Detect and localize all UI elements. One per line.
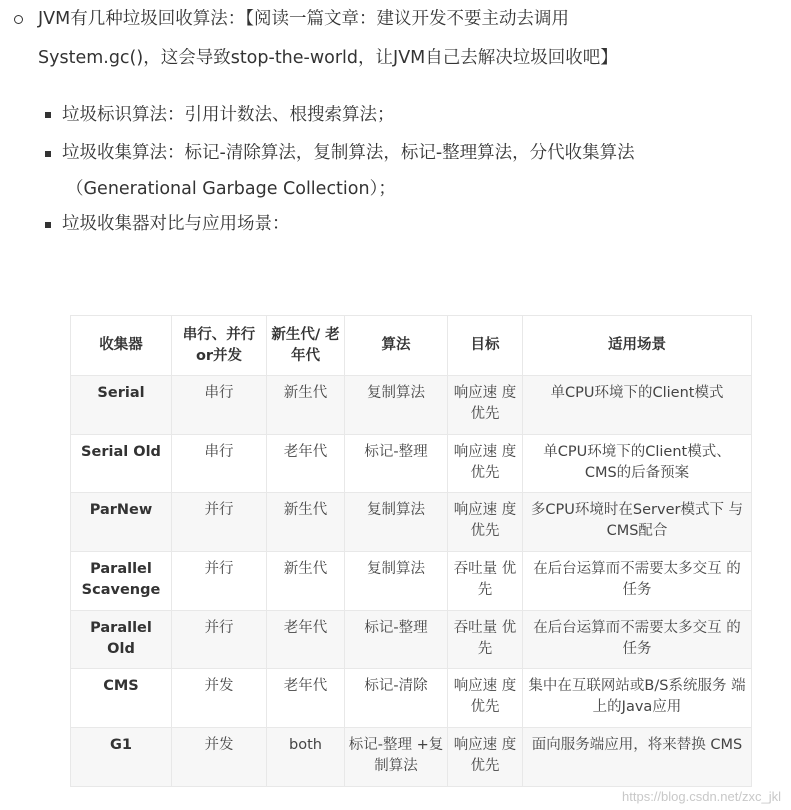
- cell-algorithm: 复制算法: [345, 493, 448, 552]
- cell-scenario: 多CPU环境时在Server模式下 与CMS配合: [523, 493, 752, 552]
- cell-collector: G1: [71, 728, 172, 787]
- watermark-url: https://blog.csdn.net/zxc_jkl: [622, 789, 781, 804]
- header-generation: 新生代/ 老年代: [267, 316, 345, 376]
- cell-goal: 吞吐量 优先: [448, 552, 523, 611]
- list-bullet-circle: [14, 15, 23, 24]
- table-row: [71, 493, 752, 552]
- cell-goal: 响应速 度优先: [448, 376, 523, 435]
- cell-scenario: 集中在互联网站或B/S系统服务 端上的Java应用: [523, 669, 752, 728]
- cell-generation: 老年代: [267, 434, 345, 493]
- table-row: [71, 610, 752, 669]
- cell-algorithm: 复制算法: [345, 552, 448, 611]
- text-line-1: JVM有几种垃圾回收算法：【阅读一篇文章：建议开发不要主动去调用: [38, 9, 569, 29]
- cell-generation: 老年代: [267, 669, 345, 728]
- header-goal: 目标: [448, 316, 523, 376]
- cell-algorithm: 标记-整理 +复制算法: [345, 728, 448, 787]
- cell-mode: 并发: [172, 728, 267, 787]
- sub-item-2: 垃圾收集算法：标记-清除算法，复制算法，标记-整理算法，分代收集算法: [62, 143, 635, 163]
- cell-mode: 并发: [172, 669, 267, 728]
- header-scenario: 适用场景: [523, 316, 752, 376]
- table-header-row: [71, 316, 752, 376]
- list-bullet-square: [45, 112, 51, 118]
- header-mode: 串行、并行 or并发: [172, 316, 267, 376]
- table-row: [71, 434, 752, 493]
- cell-mode: 并行: [172, 493, 267, 552]
- cell-algorithm: 标记-整理: [345, 610, 448, 669]
- text-line-2: System.gc()，这会导致stop-the-world，让JVM自己去解决垃圾回收吧】: [38, 48, 618, 68]
- cell-scenario: 面向服务端应用，将来替换 CMS: [523, 728, 752, 787]
- cell-mode: 并行: [172, 552, 267, 611]
- cell-goal: 响应速 度优先: [448, 434, 523, 493]
- list-bullet-square: [45, 222, 51, 228]
- cell-algorithm: 标记-整理: [345, 434, 448, 493]
- table-row: [71, 552, 752, 611]
- cell-scenario: 在后台运算而不需要太多交互 的任务: [523, 610, 752, 669]
- cell-generation: 新生代: [267, 493, 345, 552]
- cell-mode: 串行: [172, 434, 267, 493]
- cell-generation: both: [267, 728, 345, 787]
- cell-goal: 响应速 度优先: [448, 493, 523, 552]
- cell-mode: 并行: [172, 610, 267, 669]
- cell-algorithm: 标记-清除: [345, 669, 448, 728]
- sub-item-3: 垃圾收集器对比与应用场景：: [62, 214, 290, 234]
- cell-scenario: 单CPU环境下的Client模式、 CMS的后备预案: [523, 434, 752, 493]
- table-row: [71, 376, 752, 435]
- cell-generation: 老年代: [267, 610, 345, 669]
- sub-item-1: 垃圾标识算法：引用计数法、根搜索算法；: [62, 105, 395, 125]
- cell-collector: Parallel Old: [71, 610, 172, 669]
- cell-collector: CMS: [71, 669, 172, 728]
- cell-collector: Serial: [71, 376, 172, 435]
- cell-scenario: 单CPU环境下的Client模式: [523, 376, 752, 435]
- table-row: [71, 728, 752, 787]
- cell-generation: 新生代: [267, 552, 345, 611]
- cell-scenario: 在后台运算而不需要太多交互 的任务: [523, 552, 752, 611]
- cell-algorithm: 复制算法: [345, 376, 448, 435]
- header-collector: 收集器: [71, 316, 172, 376]
- cell-collector: ParNew: [71, 493, 172, 552]
- sub-item-2-cont: （Generational Garbage Collection）；: [66, 179, 396, 199]
- gc-comparison-table: [70, 315, 752, 787]
- cell-generation: 新生代: [267, 376, 345, 435]
- cell-collector: Parallel Scavenge: [71, 552, 172, 611]
- cell-goal: 响应速 度优先: [448, 728, 523, 787]
- cell-goal: 响应速 度优先: [448, 669, 523, 728]
- cell-goal: 吞吐量 优先: [448, 610, 523, 669]
- table-row: [71, 669, 752, 728]
- header-algorithm: 算法: [345, 316, 448, 376]
- cell-collector: Serial Old: [71, 434, 172, 493]
- cell-mode: 串行: [172, 376, 267, 435]
- list-bullet-square: [45, 151, 51, 157]
